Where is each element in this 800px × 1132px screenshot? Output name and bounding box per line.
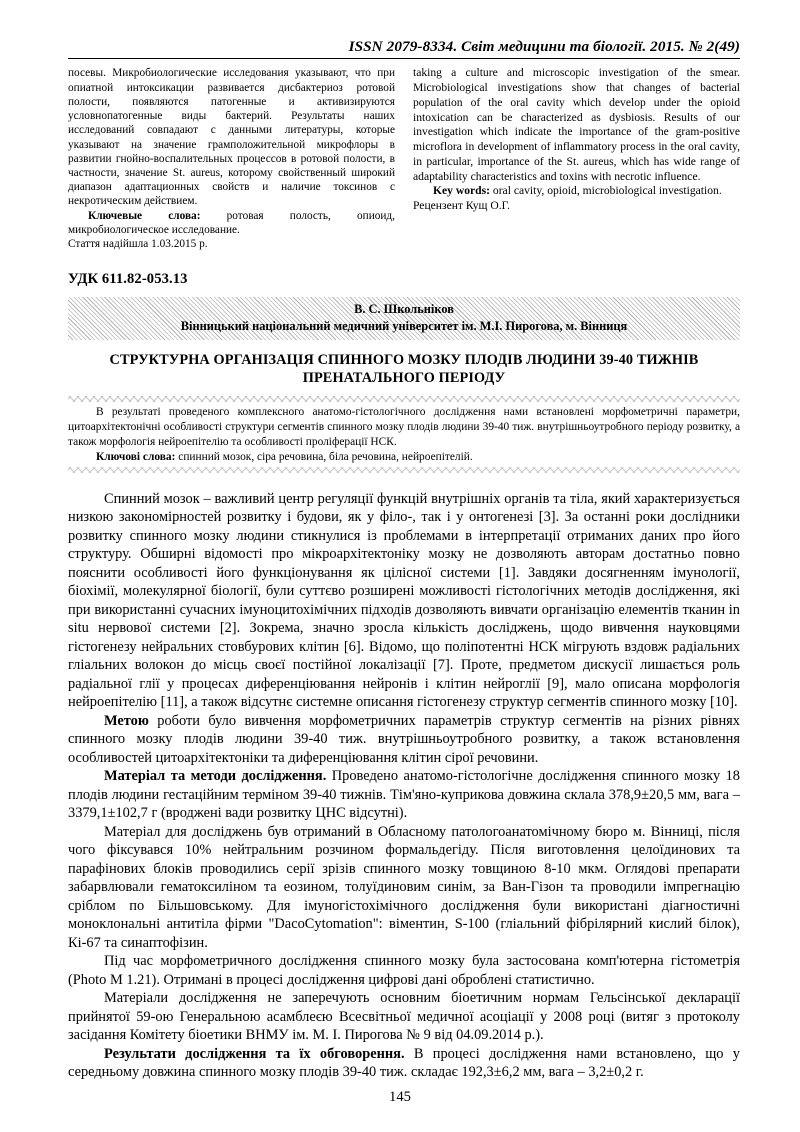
received-note: Стаття надійшла 1.03.2015 р. [68, 238, 208, 251]
body-paragraph [68, 767, 740, 823]
article-abstract-text: В результаті проведеного комплексного анатомо-гістологічного дослідження нами встановлені морфометричні параметри, цитоархітектонічні особливості структури сегментів спинного мозку плодів людини 39-40 тиж. внутрішньоутробного періоду розвитку, а також морфологія нейроепітелію та особливості проліферації НСК. [68, 406, 740, 449]
paragraph-text: Спинний мозок – важливий центр регуляції функцій внутрішніх органів та тіла, який характеризується низкою закономірностей розвитку і будови, як у філо-, так і у онтогенезі [3]. За останні роки дослідники розвитку спинного мозку людини стикнулися із проблемами в інтерпретації отриманих даних про його структуру. Обширні відомості про мікроархітектоніку мозку не дозволяють авторам достатньо повно пояснити особливості його функціонування як цілісної системи [1]. Завдяки досягненням імунології, біохімії, молекулярної біології, були суттєво розширені можливості гістологічних методів дослідження, які при використанні сучасних імуноцитохімічних підходів дозволяють вивчати організацію елементів тканин in situ нервової системи [2]. Зокрема, значно зросла кількість досліджень, щодо вивчення науковцями гістогенезу нейральних стовбурових клітин [6]. Відомо, що поліпотентні НСК мігрують вздовж радіальних гліальних волокон до місць своєї постійної локалізації [7]. Проте, предметом дискусії лишається роль радіальної глії у процесах диференціювання нейронів і клітин нейроглії [9], мало описана морфологія нейроепітелію [11], а також відсутнє системне описання гістогенезу структур сегментів спинного мозку [10]. [68, 490, 740, 711]
body-paragraph [68, 490, 740, 712]
abstract-ru-keywords [68, 209, 395, 237]
article-title-line-2: ПРЕНАТАЛЬНОГО ПЕРІОДУ [302, 370, 506, 387]
paragraph-text: роботи було вивчення морфометричних параметрів структур сегментів на різних рівнях спинного мозку плодів людини 39-40 тиж. внутрішньоутробного розвитку, а також встановлення особливостей цитоархітектоніки та диференціювання клітин сірої речовини. [68, 712, 740, 766]
abstract-columns [68, 66, 740, 251]
body-paragraph [68, 823, 740, 953]
reviewer-note: Рецензент Кущ О.Г. [413, 198, 510, 212]
keywords-label-uk: Ключові слова: [96, 450, 176, 463]
paragraph-text: В процесі дослідження нами встановлено, що у середньому довжина спинного мозку плодів 39-40 тиж. складає 192,3±6,2 мм, вага – 3,2±0,2 г. [68, 1045, 740, 1081]
paragraph-text: Проведено анатомо-гістологічне дослідження спинного мозку 18 плодів людини гестаційним терміном 39-40 тижнів. Тім'яно-куприкова довжина склала 378,9±20,5 мм, вага – 3379,1±102,7 г (вроджені вади розвитку ЦНС відсутні). [68, 768, 740, 822]
body-paragraph [68, 989, 740, 1045]
keywords-text-uk: спинний мозок, сіра речовина, біла речовина, нейроепітелій. [175, 450, 473, 463]
keywords-text-en: oral cavity, opioid, microbiological investigation. [490, 184, 722, 198]
paragraph-text: Під час морфометричного дослідження спинного мозку була застосована комп'ютерна гістометрія (Photo M 1.21). Отримані в процесі дослідження цифрові дані оброблені статистично. [68, 953, 740, 988]
paragraph-lead: Метою [104, 712, 149, 729]
abstract-ru-body: посевы. Микробиологические исследования указывают, что при опиатной интоксикации развивается дисбактериоз ротовой полости, появляются патогенные и активизируются условнопатогенные виды бактерий. Результаты наших исследований совпадают с данными литературы, которые указывают на значение грамположительной микрофлоры в развитии гнойно-воспалительных процессов в ротовой полости, в частности, значение St. aureus, которому свойственный широкий диапазон адаптационных свойств и наличие токсинов с некротическим действием. [68, 67, 395, 208]
zigzag-rule-bottom [68, 467, 740, 473]
body-paragraph [68, 712, 740, 768]
article-abstract-body [68, 402, 740, 466]
keywords-label-en: Key words: [433, 184, 490, 198]
body-paragraph [68, 952, 740, 989]
article-title-line-1: СТРУКТУРНА ОРГАНІЗАЦІЯ СПИННОГО МОЗКУ ПЛОДІВ ЛЮДИНИ 39-40 ТИЖНІВ [109, 351, 699, 368]
author-name: В. С. Школьніков [354, 302, 454, 317]
abstract-en-keywords [413, 184, 740, 199]
page-number: 145 [389, 1089, 411, 1105]
paragraph-lead: Матеріал та методи дослідження. [104, 768, 327, 785]
article-title [68, 351, 740, 388]
keywords-label-ru: Ключевые слова: [88, 209, 201, 222]
body-paragraph [68, 1045, 740, 1082]
paragraph-text: Матеріал для досліджень був отриманий в Обласному патологоанатомічному бюро м. Вінниці, після чого фіксувався 10% нейтральним розчином формальдегіду. Після виготовлення целоїдинових та парафінових блоків проводились серії зрізів спинного мозку товщиною 8-10 мкм. Оглядові препарати забарвлювали гематоксиліном та еозином, толуїдиновим синім, за Ван-Гізон та проводили імпрегнацію сріблом по Більшовському. Для імуногістохімічного дослідження були використані діагностичні моноклональні антитіла фірми "DacoCytomation": віментин, S-100 (гліальний фібрілярний кислий білок), Кі-67 та синаптофізин. [68, 823, 740, 951]
running-head: ISSN 2079-8334. Світ медицини та біології. 2015. № 2(49) [348, 38, 740, 55]
abstract-en-body: taking a culture and microscopic investigation of the smear. Microbiological investigations show that changes of bacterial population of the oral cavity which develop under the opioid intoxication can be characterized as dysbiosis. Results of our investigation which indicate the importance of the gram-positive microflora in development of inflammatory process in the oral cavity, in particular, importance of the St. aureus, which has wide range of adaptability characteristics and toxins with necrotic influence. [413, 66, 740, 183]
author-affiliation-band [68, 297, 740, 339]
paragraph-text: Матеріали дослідження не заперечують основним біоетичним нормам Гельсінської декларації прийнятої 59-ою Генеральною асамблеєю Всесвітньої медичної асоціації у 2008 році (витяг з протоколу засідання Комітету біоетики ВНМУ ім. М. І. Пирогова № 9 від 04.09.2014 р.). [68, 990, 740, 1044]
author-affiliation: Вінницький національний медичний університет ім. М.І. Пирогова, м. Вінниця [180, 319, 628, 334]
udc-code: УДК 611.82-053.13 [68, 271, 188, 288]
page-content [68, 38, 740, 1082]
paragraph-lead: Результати дослідження та їх обговорення. [104, 1045, 405, 1062]
article-abstract-keywords [68, 450, 740, 465]
header-rule [68, 58, 740, 59]
keywords-text-ru: ротовая полость, опиоид, микробиологическое исследование. [68, 209, 396, 236]
abstract-column-russian [68, 66, 395, 251]
abstract-column-english [413, 66, 740, 213]
article-body [68, 490, 740, 1082]
article-abstract-box [68, 396, 740, 472]
